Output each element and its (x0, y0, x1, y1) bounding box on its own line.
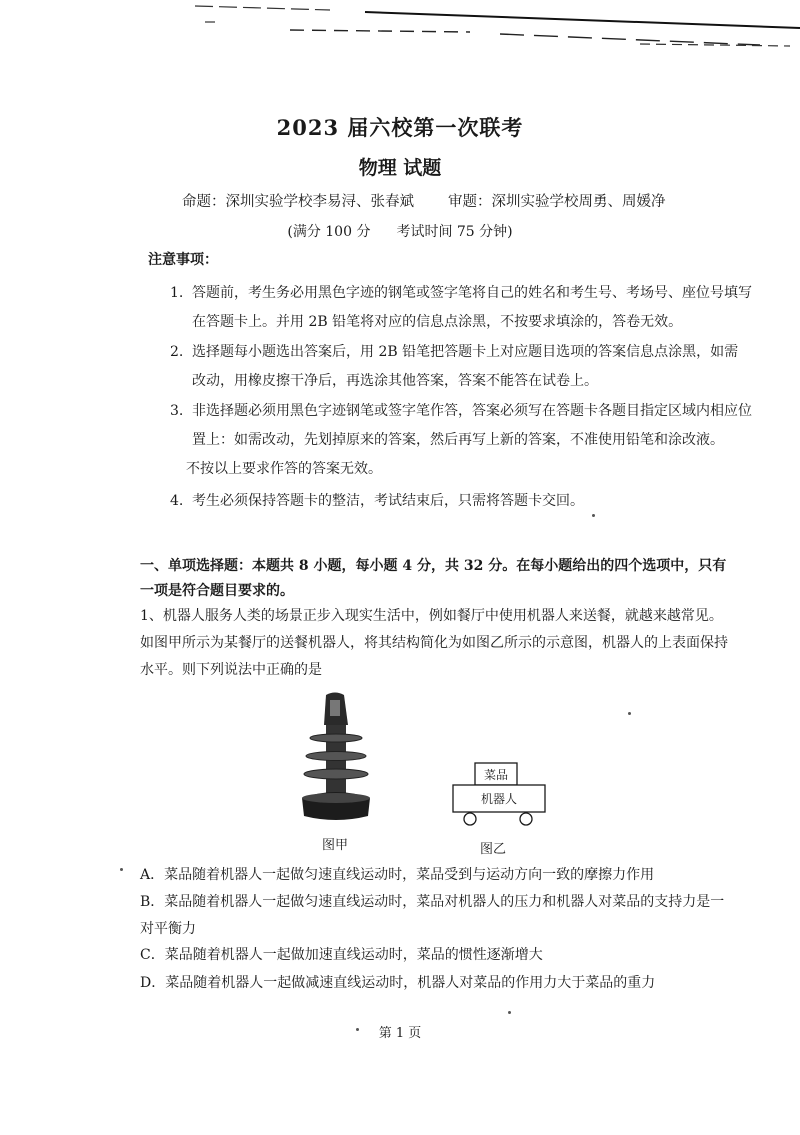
notice-text: 考生必须保持答题卡的整洁，考试结束后，只需将答题卡交回。 (192, 493, 584, 509)
robot-base-top (302, 793, 370, 803)
scan-speck (356, 1028, 359, 1031)
robot-photo-figure (290, 690, 380, 830)
notice-heading: 注意事项： (148, 252, 218, 268)
notice-item (170, 279, 752, 337)
robot-body-label: 机器人 (480, 792, 518, 806)
notice-text: 非选择题必须用黑色字迹钢笔或签字笔作答，答案必须写在答题卡各题目指定区域内相应位置上：如需改动，先划掉原来的答案，然后再写上新的答案，不准使用铅笔和涂改液。 (192, 403, 752, 448)
robot-tray-3 (304, 769, 368, 779)
setters-label: 命题： (182, 194, 226, 210)
reviewers: 深圳实验学校周勇、周媛净 (491, 194, 666, 210)
scan-speck (628, 712, 631, 715)
page-number: 第 1 页 (378, 1026, 422, 1041)
notice-text: 选择题每小题选出答案后，用 2B 铅笔把答题卡上对应题目选项的答案信息点涂黑，如需改动，用橡皮擦干净后，再选涂其他答案，答案不能答在试卷上。 (192, 344, 739, 389)
reviewers-label: 审题： (448, 194, 492, 210)
subject-title: 物理 试题 (358, 157, 442, 179)
notice-item (170, 338, 752, 396)
scan-speck (592, 514, 595, 517)
authors-line (182, 190, 666, 211)
left-wheel (464, 813, 476, 825)
robot-schematic-figure (448, 760, 558, 832)
notice-text-extra: 不按以上要求作答的答案无效。 (186, 461, 382, 477)
figure-yi-caption: 图乙 (480, 842, 507, 857)
figure-jia-caption: 图甲 (322, 838, 349, 853)
question-1-stem: 1、机器人服务人类的场景正步入现实生活中，例如餐厅中使用机器人来送餐，就越来越常见。如图甲所示为某餐厅的送餐机器人，将其结构简化为如图乙所示的示意图，机器人的上表面保持水平。则下列说法中正确的是 (140, 608, 728, 678)
notice-number: 2. (170, 344, 184, 360)
right-wheel (520, 813, 532, 825)
notice-item (170, 487, 752, 516)
dish-label: 菜品 (483, 768, 509, 782)
notice-item (170, 397, 752, 484)
notice-number: 1. (170, 285, 184, 301)
robot-tray-2 (306, 752, 366, 761)
option-c: C．菜品随着机器人一起做加速直线运动时，菜品的惯性逐渐增大 (140, 947, 543, 963)
section-heading: 一、单项选择题：本题共 8 小题，每小题 4 分，共 32 分。在每小题给出的四个选项中，只有一项是符合题目要求的。 (140, 558, 727, 599)
option-a: A．菜品随着机器人一起做匀速直线运动时，菜品受到与运动方向一致的摩擦力作用 (140, 867, 655, 883)
notice-number: 4. (170, 493, 184, 509)
robot-screen (330, 700, 340, 716)
exam-title: 2023 届六校第一次联考 (276, 115, 524, 140)
duration: 考试时间 75 分钟) (396, 224, 513, 240)
notice-number: 3. (170, 403, 184, 419)
score-line (0, 221, 800, 241)
option-b: B．菜品随着机器人一起做匀速直线运动时，菜品对机器人的压力和机器人对菜品的支持力是一对平衡力 (140, 894, 725, 937)
robot-tray-1 (310, 734, 362, 742)
full-score: (满分 100 分 (287, 224, 371, 240)
scan-speck (120, 868, 123, 871)
setters: 深圳实验学校李易浔、张春斌 (225, 194, 414, 210)
notice-text: 答题前，考生务必用黑色字迹的钢笔或签字笔将自己的姓名和考生号、考场号、座位号填写在答题卡上。并用 2B 铅笔将对应的信息点涂黑，不按要求填涂的，答卷无效。 (192, 285, 752, 330)
option-d: D．菜品随着机器人一起做减速直线运动时，机器人对菜品的作用力大于菜品的重力 (140, 975, 656, 991)
scan-speck (508, 1011, 511, 1014)
scan-artifact-lines (0, 0, 800, 60)
